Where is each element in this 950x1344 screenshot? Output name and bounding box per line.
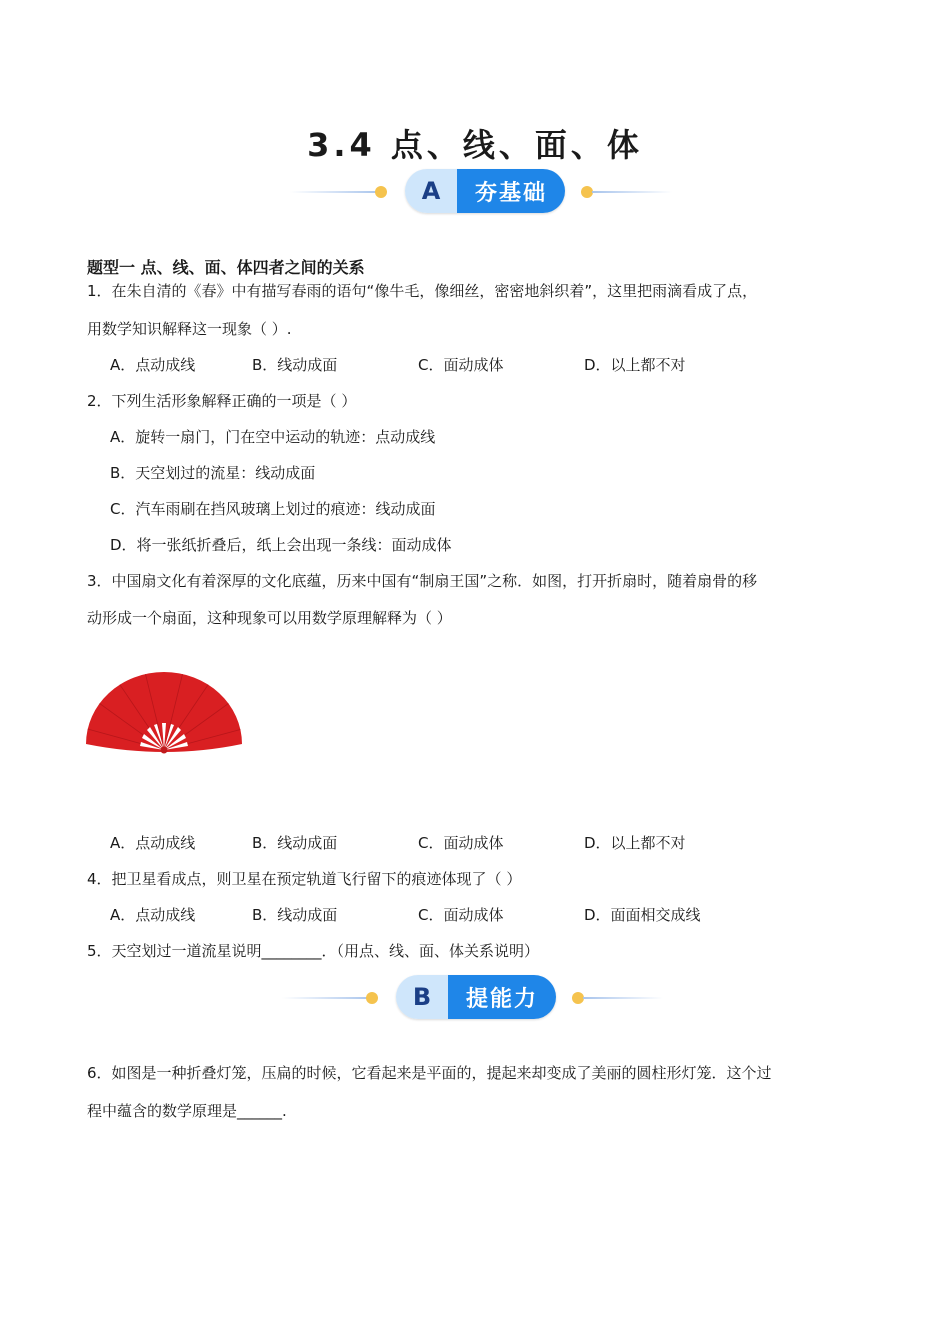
banner-pill <box>405 169 565 213</box>
question-1-option-d: D．以上都不对 <box>584 356 686 374</box>
question-3-line-2: 动形成一个扇面，这种现象可以用数学原理解释为（ ） <box>87 609 452 627</box>
question-2-line-1: 2．下列生活形象解释正确的一项是（ ） <box>87 392 357 410</box>
question-1-option-a: A．点动成线 <box>110 356 196 374</box>
banner-letter: A <box>405 169 457 213</box>
banner-pill <box>396 975 556 1019</box>
question-2-option-d: D．将一张纸折叠后，纸上会出现一条线：面动成体 <box>110 536 452 554</box>
banner-advanced <box>0 975 950 1021</box>
banner-label: 提能力 <box>448 975 556 1019</box>
banner-line-left <box>290 191 380 193</box>
question-2-option-c: C．汽车雨刷在挡风玻璃上划过的痕迹：线动成面 <box>110 500 436 518</box>
banner-dot-left <box>375 186 387 198</box>
folding-fan-image <box>84 668 246 758</box>
question-2-option-b: B．天空划过的流星：线动成面 <box>110 464 316 482</box>
question-2-option-a: A．旋转一扇门，门在空中运动的轨迹：点动成线 <box>110 428 436 446</box>
question-3-option-b: B．线动成面 <box>252 834 338 852</box>
question-4-option-b: B．线动成面 <box>252 906 338 924</box>
question-5-line-1: 5．天空划过一道流星说明________．（用点、线、面、体关系说明） <box>87 942 540 960</box>
question-3-option-d: D．以上都不对 <box>584 834 686 852</box>
question-4-option-d: D．面面相交成线 <box>584 906 701 924</box>
banner-line-right <box>583 997 663 999</box>
question-6-line-2: 程中蕴含的数学原理是______. <box>87 1102 287 1120</box>
banner-line-left <box>282 997 372 999</box>
page-title: 3.4 点、线、面、体 <box>307 126 643 164</box>
banner-line-right <box>592 191 672 193</box>
question-4-option-a: A．点动成线 <box>110 906 196 924</box>
question-3-option-c: C．面动成体 <box>418 834 504 852</box>
question-1-option-b: B．线动成面 <box>252 356 338 374</box>
question-6-line-1: 6．如图是一种折叠灯笼，压扁的时候，它看起来是平面的，提起来却变成了美丽的圆柱形灯笼．这个过 <box>87 1064 772 1082</box>
question-1-line-1: 1．在朱自清的《春》中有描写春雨的语句“像牛毛，像细丝，密密地斜织着”，这里把雨滴看成了点， <box>87 282 758 300</box>
question-3-line-1: 3．中国扇文化有着深厚的文化底蕴，历来中国有“制扇王国”之称．如图，打开折扇时，随着扇骨的移 <box>87 572 758 590</box>
banner-dot-left <box>366 992 378 1004</box>
question-1-option-c: C．面动成体 <box>418 356 504 374</box>
question-1-line-2: 用数学知识解释这一现象（ ）. <box>87 320 292 338</box>
section-heading: 题型一 点、线、面、体四者之间的关系 <box>87 258 365 277</box>
banner-basic <box>0 169 950 215</box>
question-4-option-c: C．面动成体 <box>418 906 504 924</box>
banner-label: 夯基础 <box>457 169 565 213</box>
question-4-line-1: 4．把卫星看成点，则卫星在预定轨道飞行留下的痕迹体现了（ ） <box>87 870 522 888</box>
question-3-option-a: A．点动成线 <box>110 834 196 852</box>
banner-letter: B <box>396 975 448 1019</box>
